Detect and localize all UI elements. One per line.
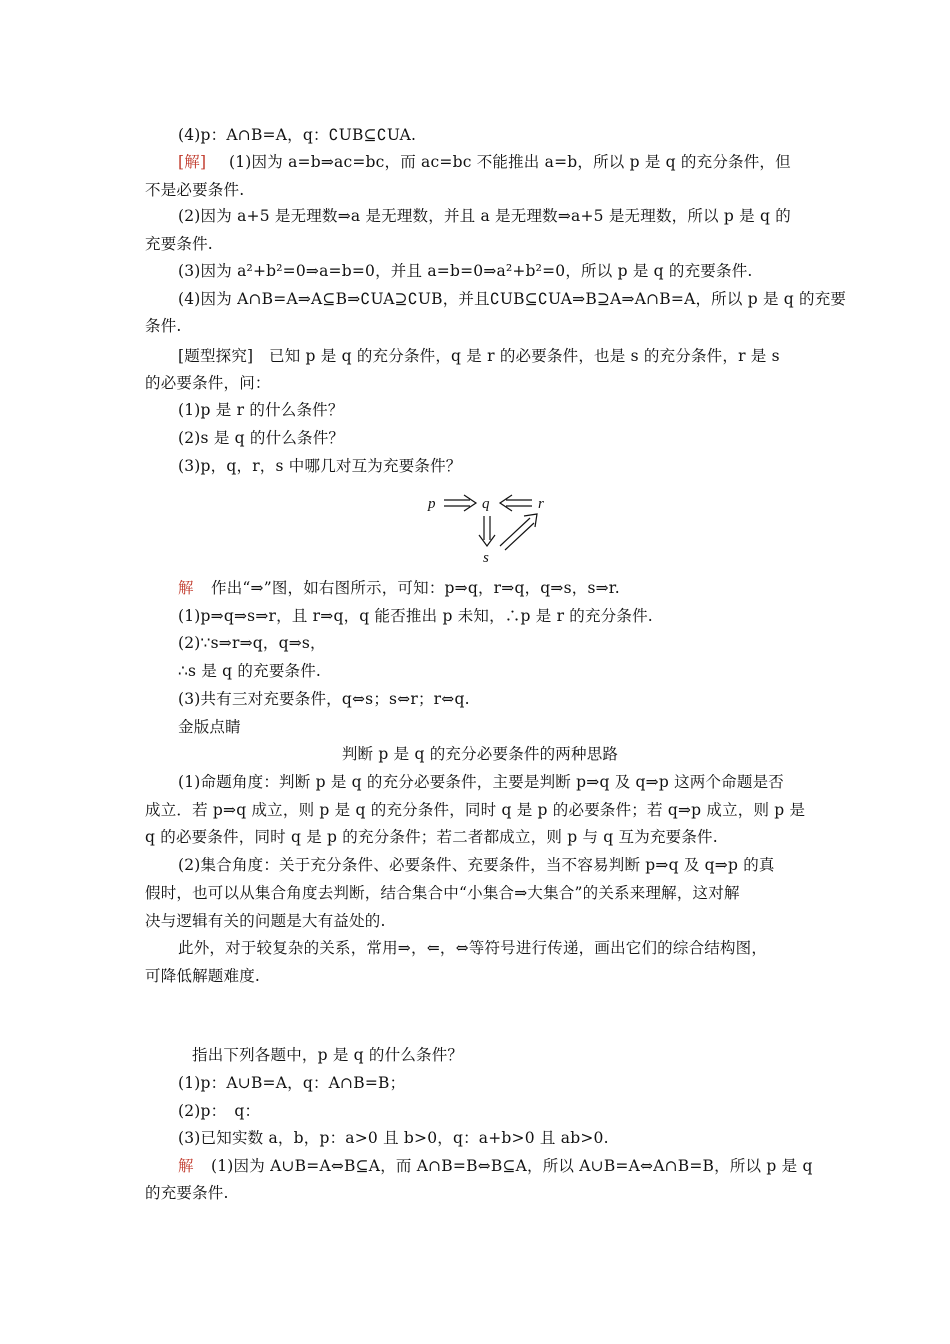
text-line: q 的必要条件，同时 q 是 p 的充分条件；若二者都成立，则 p 与 q 互为充要条件. <box>145 828 718 846</box>
tip-title: 判断 p 是 q 的充分必要条件的两种思路 <box>341 745 619 763</box>
arrow-p-to-q-icon <box>444 495 476 511</box>
text-line: 决与逻辑有关的问题是大有益处的. <box>145 912 386 930</box>
arrow-q-to-s-icon <box>479 516 495 546</box>
text-line: (3)共有三对充要条件，q⇔s；s⇔r；r⇔q. <box>178 690 470 708</box>
text-line: (2)因为 a+5 是无理数⇒a 是无理数，并且 a 是无理数⇒a+5 是无理数，所以 p 是 q 的 <box>178 207 791 225</box>
text-line: 的必要条件，问： <box>145 374 271 392</box>
text-line: (2)s 是 q 的什么条件？ <box>178 429 345 447</box>
text-line: 充要条件. <box>145 235 213 253</box>
solution-label: [解] <box>178 153 207 171</box>
text-line: [题型探究] 已知 p 是 q 的充分条件，q 是 r 的必要条件，也是 s 的充分条件，r 是 s <box>178 347 780 365</box>
diagram-node-q: q <box>482 496 490 512</box>
text-line: (3)已知实数 a，b，p：a>0 且 b>0，q：a+b>0 且 ab>0. <box>178 1129 609 1147</box>
text-line: (4)因为 A∩B=A⇒A⊆B⇒∁UA⊇∁UB，并且∁UB⊆∁UA⇒B⊇A⇒A∩B=A，所以 p 是 q 的充要 <box>178 290 847 308</box>
text-line: (1)p⇒q⇒s⇒r，且 r⇒q，q 能否推出 p 未知，∴p 是 r 的充分条件. <box>178 607 653 625</box>
text-line: 此外，对于较复杂的关系，常用⇒，⇐，⇔等符号进行传递，画出它们的综合结构图， <box>178 939 768 957</box>
diagram-node-p: p <box>428 496 436 512</box>
text-line: (3)p，q，r，s 中哪几对互为充要条件？ <box>178 457 462 475</box>
text-line: (2)p： q： <box>178 1102 261 1120</box>
text-line: 假时，也可以从集合角度去判断，结合集合中“小集合⇒大集合”的关系来理解，这对解 <box>145 884 740 902</box>
diagram-node-r: r <box>538 496 544 512</box>
text-line: (1)因为 A∪B=A⇔B⊆A，而 A∩B=B⇔B⊆A，所以 A∪B=A⇔A∩B=B，所以 p 是 q <box>211 1157 813 1175</box>
text-line: (4)p：A∩B=A，q：∁UB⊆∁UA. <box>178 126 417 144</box>
text-line: 可降低解题难度. <box>145 967 261 985</box>
arrow-r-to-q-icon <box>500 495 532 511</box>
implication-diagram <box>420 488 560 568</box>
text-line: ∴s 是 q 的充要条件. <box>178 662 322 680</box>
text-line: 成立．若 p⇒q 成立，则 p 是 q 的充分条件，同时 q 是 p 的必要条件；若 q⇒p 成立，则 p 是 <box>145 801 806 819</box>
exercise-prompt: 指出下列各题中，p 是 q 的什么条件？ <box>192 1046 464 1064</box>
text-line: (2)∵s⇒r⇒q，q⇒s， <box>178 634 326 652</box>
text-line: (1)p 是 r 的什么条件？ <box>178 401 344 419</box>
text-line: 作出“⇒”图，如右图所示，可知：p⇒q，r⇒q，q⇒s，s⇒r. <box>211 579 620 597</box>
solution-label: 解 <box>178 1157 194 1175</box>
text-line: (3)因为 a²+b²=0⇒a=b=0，并且 a=b=0⇒a²+b²=0，所以 p 是 q 的充要条件. <box>178 262 753 280</box>
text-line: (1)因为 a=b⇒ac=bc，而 ac=bc 不能推出 a=b，所以 p 是 q 的充分条件，但 <box>229 153 791 171</box>
text-line: 的充要条件. <box>145 1184 229 1202</box>
text-line: 不是必要条件. <box>145 181 245 199</box>
text-line: (1)p：A∪B=A，q：A∩B=B； <box>178 1074 406 1092</box>
section-heading: 金版点睛 <box>178 718 241 736</box>
text-line: (1)命题角度：判断 p 是 q 的充分必要条件，主要是判断 p⇒q 及 q⇒p 这两个命题是否 <box>178 773 784 791</box>
arrow-s-to-r-icon <box>500 514 537 550</box>
diagram-node-s: s <box>483 550 489 566</box>
text-line: (2)集合角度：关于充分条件、必要条件、充要条件，当不容易判断 p⇒q 及 q⇒p 的真 <box>178 856 775 874</box>
text-line: 条件. <box>145 317 182 335</box>
solution-label: 解 <box>178 579 194 597</box>
